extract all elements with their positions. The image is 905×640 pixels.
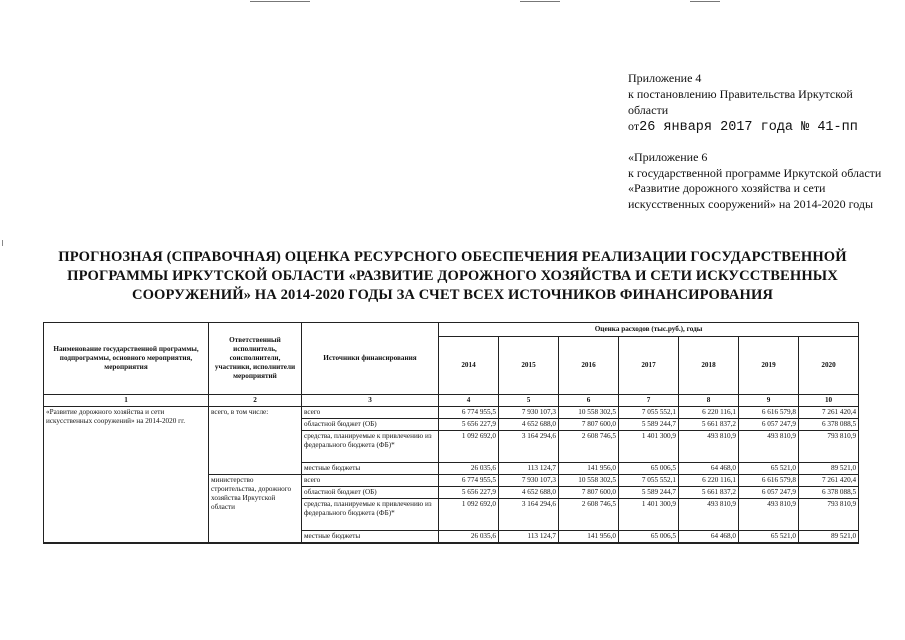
header-year: 2017 [619,337,679,395]
budget-table [43,322,859,544]
source-cell: средства, планируемые к привлечению из федерального бюджета (ФБ)* [302,499,439,531]
value-cell: 7 261 420,4 [799,475,859,487]
value-cell: 7 261 420,4 [799,407,859,419]
value-cell: 7 055 552,1 [619,475,679,487]
value-cell: 6 220 116,1 [679,475,739,487]
header-source: Источники финансирования [302,323,439,395]
value-cell: 10 558 302,5 [559,475,619,487]
table-row [44,407,859,419]
value-cell: 493 810,9 [739,499,799,531]
scan-artifact [520,1,560,2]
value-cell: 26 035,6 [439,463,499,475]
column-index: 5 [499,395,559,407]
value-cell: 793 810,9 [799,431,859,463]
value-cell: 1 092 692,0 [439,499,499,531]
value-cell: 4 652 688,0 [499,487,559,499]
column-index: 9 [739,395,799,407]
date-prefix: от [628,119,640,133]
value-cell: 493 810,9 [739,431,799,463]
value-cell: 4 652 688,0 [499,419,559,431]
value-cell: 5 589 244,7 [619,487,679,499]
value-cell: 141 956,0 [559,531,619,544]
source-cell: местные бюджеты [302,463,439,475]
value-cell: 65 006,5 [619,531,679,544]
value-cell: 89 521,0 [799,531,859,544]
appendix-program-text: к государственной программе Иркутской области «Развитие дорожного хозяйства и сети искусственных сооружений» на 2014-2020 годы [628,165,882,211]
appendix-date [628,118,888,136]
value-cell: 5 661 837,2 [679,419,739,431]
scan-artifact [250,1,310,2]
header-year: 2015 [499,337,559,395]
value-cell: 793 810,9 [799,499,859,531]
header-year: 2019 [739,337,799,395]
source-cell: местные бюджеты [302,531,439,544]
value-cell: 64 468,0 [679,463,739,475]
value-cell: 6 378 088,5 [799,419,859,431]
value-cell: 6 774 955,5 [439,475,499,487]
value-cell: 1 401 300,9 [619,499,679,531]
value-cell: 7 807 600,0 [559,419,619,431]
header-year: 2020 [799,337,859,395]
header-year: 2016 [559,337,619,395]
value-cell: 113 124,7 [499,531,559,544]
value-cell: 64 468,0 [679,531,739,544]
value-cell: 1 401 300,9 [619,431,679,463]
column-index: 4 [439,395,499,407]
value-cell: 65 006,5 [619,463,679,475]
document-title: ПРОГНОЗНАЯ (СПРАВОЧНАЯ) ОЦЕНКА РЕСУРСНОГО ОБЕСПЕЧЕНИЯ РЕАЛИЗАЦИИ ГОСУДАРСТВЕННОЙ ПРОГРАММЫ ИРКУТСКОЙ ОБЛАСТИ «РАЗВИТИЕ ДОРОЖНОГО ХОЗЯЙСТВА И СЕТИ ИСКУССТВЕННЫХ СООРУЖЕНИЙ» НА 2014-2020 ГОДЫ ЗА СЧЕТ ВСЕХ ИСТОЧНИКОВ ФИНАНСИРОВАНИЯ [58,249,847,303]
column-index-row [44,395,859,407]
source-cell: всего [302,407,439,419]
value-cell: 5 656 227,9 [439,487,499,499]
appendix-decree: к постановлению Правительства Иркутской области [628,87,853,117]
value-cell: 6 220 116,1 [679,407,739,419]
source-cell: средства, планируемые к привлечению из федерального бюджета (ФБ)* [302,431,439,463]
value-cell: 6 057 247,9 [739,419,799,431]
source-cell: областной бюджет (ОБ) [302,419,439,431]
column-index: 6 [559,395,619,407]
appendix-header [628,70,888,136]
value-cell: 89 521,0 [799,463,859,475]
scan-artifact [690,1,720,2]
header-year: 2018 [679,337,739,395]
executor-cell: всего, в том числе: [209,407,302,475]
value-cell: 1 092 692,0 [439,431,499,463]
value-cell: 5 589 244,7 [619,419,679,431]
value-cell: 141 956,0 [559,463,619,475]
value-cell: 2 608 746,5 [559,499,619,531]
column-index: 2 [209,395,302,407]
appendix-program-header [628,150,888,212]
program-name-cell: «Развитие дорожного хозяйства и сети искусственных сооружений» на 2014-2020 гг. [44,407,209,544]
value-cell: 7 055 552,1 [619,407,679,419]
header-expense-group: Оценка расходов (тыс.руб.), годы [439,323,859,337]
header-year: 2014 [439,337,499,395]
value-cell: 6 057 247,9 [739,487,799,499]
value-cell: 113 124,7 [499,463,559,475]
value-cell: 6 616 579,8 [739,407,799,419]
value-cell: 493 810,9 [679,499,739,531]
value-cell: 5 661 837,2 [679,487,739,499]
value-cell: 7 807 600,0 [559,487,619,499]
value-cell: 3 164 294,6 [499,499,559,531]
column-index: 3 [302,395,439,407]
value-cell: 26 035,6 [439,531,499,544]
column-index: 1 [44,395,209,407]
value-cell: 7 930 107,3 [499,407,559,419]
value-cell: 3 164 294,6 [499,431,559,463]
value-cell: 2 608 746,5 [559,431,619,463]
value-cell: 6 774 955,5 [439,407,499,419]
value-cell: 10 558 302,5 [559,407,619,419]
scan-artifact [2,240,3,246]
column-index: 10 [799,395,859,407]
header-executor: Ответственный исполнитель, соисполнители, участники, исполнители мероприятий [209,323,302,395]
value-cell: 7 930 107,3 [499,475,559,487]
value-cell: 493 810,9 [679,431,739,463]
value-cell: 6 616 579,8 [739,475,799,487]
date-stamp: 26 января 2017 года № 41-пп [639,120,858,135]
header-program-name: Наименование государственной программы, подпрограммы, основного мероприятия, мероприятия [44,323,209,395]
appendix-program-number: «Приложение 6 [628,150,708,164]
value-cell: 65 521,0 [739,463,799,475]
value-cell: 65 521,0 [739,531,799,544]
source-cell: всего [302,475,439,487]
value-cell: 6 378 088,5 [799,487,859,499]
executor-cell: министерство строительства, дорожного хозяйства Иркутской области [209,475,302,544]
source-cell: областной бюджет (ОБ) [302,487,439,499]
column-index: 8 [679,395,739,407]
appendix-number: Приложение 4 [628,71,702,85]
value-cell: 5 656 227,9 [439,419,499,431]
column-index: 7 [619,395,679,407]
